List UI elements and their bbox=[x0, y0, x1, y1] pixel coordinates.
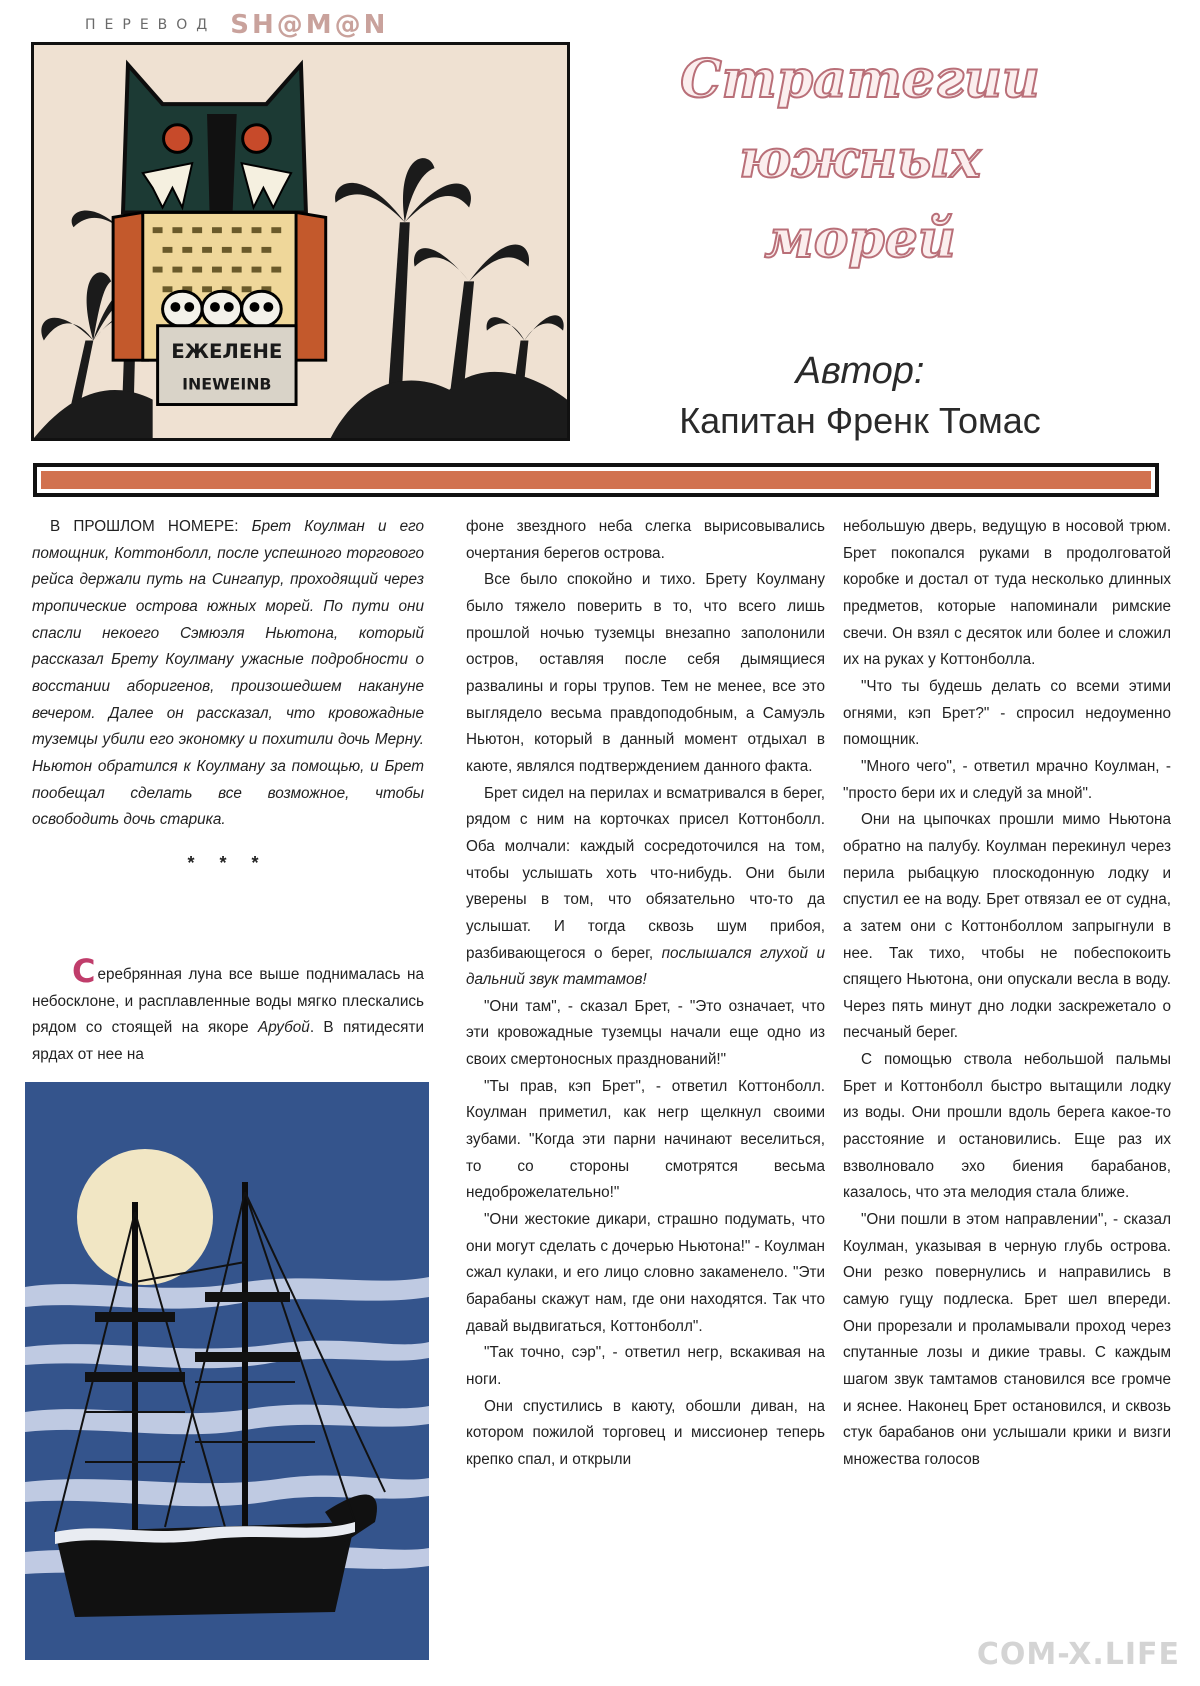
col2-paragraph-2: Все было спокойно и тихо. Брету Коулману было тяжело поверить в то, что всего лишь прошлой ночью туземцы внезапно заполонили остров, оставляя после себя дымящиеся развалины и горы трупов. Тем не менее, все это выглядело весьма правдоподобным, а Самуэль Ньютон, который в данный момент отдыхал в каюте, являлся подтверждением данного факта. bbox=[466, 571, 825, 775]
author-name: Капитан Френк Томас bbox=[679, 400, 1041, 441]
sailing-ship-moon-illustration bbox=[25, 1082, 429, 1660]
col2-paragraph-4: "Они там", - сказал Брет, - "Это означает, что эти кровожадные туземцы начали еще одно из своих смертоносных празднований!" bbox=[466, 997, 825, 1069]
col2-paragraph-1: фоне звездного неба слегка вырисовывались очертания берегов острова. bbox=[466, 518, 825, 562]
column-1 bbox=[32, 514, 424, 899]
tiki-idol-with-skulls-illustration bbox=[31, 42, 570, 441]
section-break-asterisks: * * * bbox=[187, 852, 269, 873]
col2-paragraph-7: "Так точно, сэр", - ответил негр, вскакивая на ноги. bbox=[466, 1344, 825, 1388]
idol-sign-text-1: ЕЖЕЛЕНЕ bbox=[171, 340, 283, 364]
idol-sign-text-2: INEWEINB bbox=[182, 374, 272, 394]
col2-paragraph-6: "Они жестокие дикари, страшно подумать, что они могут сделать с дочерью Ньютона!" - Коулман сжал кулаки, и его лицо словно закаменело. "Эти барабаны скажут нам, где они находятся. Так что давай выдвигаться, Коттонболл". bbox=[466, 1211, 825, 1335]
col2-paragraph-8: Они спустились в каюту, обошли диван, на котором пожилой торговец и миссионер теперь крепко спал, и открыли bbox=[466, 1397, 825, 1468]
col3-paragraph-1: небольшую дверь, ведущую в носовой трюм. Брет покопался руками в продолговатой коробке и достал от туда несколько длинных предметов, которые напоминали римские свечи. Он взял с десяток или более и сложил их на руках у Коттонболла. bbox=[843, 518, 1171, 669]
col2-p3-text: Брет сидел на перилах и всматривался в берег, рядом с ним на корточках присел Коттонболл. Оба молчали: каждый сосредоточился на том, чтобы услышать хоть что-нибудь. Они были уверены в том, что обязательно что-то да услышат. И тогда сквозь шум прибоя, разбивающегося о берег, bbox=[466, 784, 825, 962]
col2-p3-italic: послышался глухой и дальний звук тамтамов! bbox=[466, 944, 825, 989]
recap-paragraph bbox=[32, 514, 424, 834]
author-label: Автор: bbox=[795, 350, 925, 392]
column-2 bbox=[466, 514, 825, 1474]
title-line-2: морей bbox=[764, 209, 956, 270]
article-title bbox=[590, 40, 1130, 280]
ship-name-aruba: Арубой bbox=[258, 1019, 310, 1037]
col2-paragraph-5: "Ты прав, кэп Брет", - ответил Коттонболл. Коулман приметил, как негр щелкнул своими зубами. "Когда эти парни начинают веселиться, то со стороны смотрятся весьма недоброжелательно!" bbox=[466, 1077, 825, 1202]
col3-paragraph-4: Они на цыпочках прошли мимо Ньютона обратно на палубу. Коулман перекинул через перила рыбацкую плоскодонную лодку и спустил ее на воду. Брет отвязал ее от судна, а затем они с Коттонболлом запрыгнули в нее. Так тихо, чтобы не побеспокоить спящего Ньютона, они опускали весла в воду. Через пять минут дно лодки заскрежетало о песчаный берег. bbox=[843, 811, 1171, 1042]
story-p1-text-b: . В пятидесяти ярдах от нее на bbox=[32, 1019, 424, 1063]
recap-text: Брет Коулман и его помощник, Коттонболл, после успешного торгового рейса держали путь на Сингапур, проходящий через тропические острова южных морей. По пути они спасли некоего Сэмюэля Ньютона, который рассказал Брету Коулману ужасные подробности о восстании аборигенов, произошедшем накануне вечером. Далее он рассказал, что кровожадные туземцы убили его экономку и похитили дочь Мерну. Ньютон обратился к Коулману за помощью, и Брет пообещал сделать все возможное, чтобы освободить дочь старика. bbox=[32, 518, 424, 829]
header-perevod-label: ПЕРЕВОД bbox=[85, 17, 217, 33]
story-paragraph-1 bbox=[32, 952, 424, 1069]
story-opening bbox=[32, 952, 424, 1069]
dropcap-letter: С bbox=[72, 952, 96, 990]
header-shaman-logo: SH@M@N bbox=[230, 10, 389, 40]
col2-paragraph-3 bbox=[466, 781, 825, 994]
col3-paragraph-5: С помощью ствола небольшой пальмы Брет и Коттонболл быстро вытащили лодку из воды. Они прошли вдоль берега какое-то расстояние и остановились. Еще раз их взволновало эхо биения барабанов, казалось, что эта мелодия стала ближе. bbox=[843, 1051, 1171, 1202]
col3-paragraph-3: "Много чего", - ответил мрачно Коулман, - "просто бери их и следуй за мной". bbox=[843, 757, 1171, 802]
section-divider-bar bbox=[33, 463, 1159, 497]
site-watermark: COM-X.LIFE bbox=[976, 1637, 1180, 1672]
col3-paragraph-6: "Они пошли в этом направлении", - сказал Коулман, указывая в черную глубь острова. Они резко повернулись и направились в самую гущу подлеска. Брет шел впереди. Они прорезали и проламывали проход через спутанные лозы и дикие травы. С каждым шагом звук тамтамов становился все громче и яснее. Наконец Брет остановился, и сквозь стук барабанов они услышали крики и визги множества голосов bbox=[843, 1211, 1171, 1468]
col3-paragraph-2: "Что ты будешь делать со всеми этими огнями, кэп Брет?" - спросил недоуменно помощник. bbox=[843, 677, 1171, 749]
magazine-header bbox=[85, 10, 388, 40]
column-3 bbox=[843, 514, 1171, 1474]
story-p1-text-a: еребрянная луна все выше поднималась на небосклоне, и расплавленные воды мягко плескались рядом со стоящей на якоре bbox=[32, 966, 424, 1037]
recap-label: В ПРОШЛОМ НОМЕРЕ: bbox=[50, 518, 239, 535]
title-line-1: Стратегии южных bbox=[680, 49, 1040, 190]
